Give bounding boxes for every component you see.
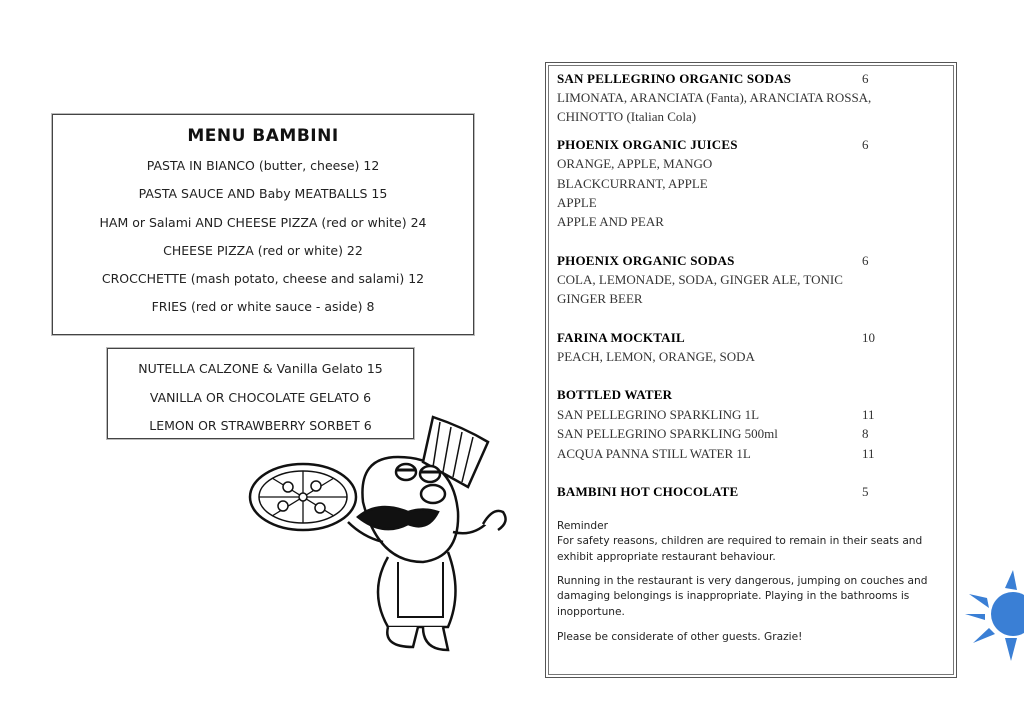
- menu-item: CROCCHETTE (mash potato, cheese and salami) 12: [101, 271, 425, 287]
- menu-item: PASTA SAUCE AND Baby MEATBALLS 15: [138, 186, 388, 202]
- drink-section-heading: SAN PELLEGRINO ORGANIC SODAS: [557, 71, 792, 86]
- menu-item: PASTA IN BIANCO (butter, cheese) 12: [146, 158, 380, 173]
- drink-line: COLA, LEMONADE, SODA, GINGER ALE, TONIC: [557, 272, 843, 287]
- kids-menu-box: [52, 114, 474, 335]
- dessert-item: LEMON OR STRAWBERRY SORBET 6: [149, 418, 372, 433]
- drink-line: CHINOTTO (Italian Cola): [557, 109, 697, 124]
- kids-menu-title: MENU BAMBINI: [187, 126, 339, 146]
- sun-disc: [991, 592, 1024, 636]
- drink-line: PEACH, LEMON, ORANGE, SODA: [557, 349, 755, 364]
- dessert-item: NUTELLA CALZONE & Vanilla Gelato 15: [138, 361, 383, 376]
- dessert-item: VANILLA OR CHOCOLATE GELATO 6: [149, 389, 372, 405]
- menu-item: CHEESE PIZZA (red or white) 22: [163, 242, 363, 258]
- drink-price: 8: [862, 426, 869, 441]
- drink-line: SAN PELLEGRINO SPARKLING 500ml: [557, 426, 778, 441]
- drink-price: 11: [862, 446, 875, 461]
- drink-line: GINGER BEER: [557, 291, 643, 306]
- drink-line: SAN PELLEGRINO SPARKLING 1L: [557, 407, 760, 422]
- drink-section-heading: PHOENIX ORGANIC SODAS: [557, 253, 735, 268]
- chef-pizza-illustration: [248, 412, 513, 657]
- menu-item: HAM or Salami AND CHEESE PIZZA (red or white) 24: [99, 214, 427, 230]
- drink-line: APPLE AND PEAR: [557, 214, 664, 229]
- drink-price: 6: [862, 71, 869, 86]
- drink-section-heading: BOTTLED WATER: [557, 387, 673, 402]
- drink-line: BLACKCURRANT, APPLE: [557, 176, 708, 191]
- drink-line: ACQUA PANNA STILL WATER 1L: [557, 446, 751, 461]
- drink-line: LIMONATA, ARANCIATA (Fanta), ARANCIATA ROSSA,: [557, 90, 872, 105]
- drink-line: ORANGE, APPLE, MANGO: [557, 156, 713, 171]
- drink-line: APPLE: [557, 195, 597, 210]
- drinks-menu-box: [545, 62, 957, 678]
- menu-item: FRIES (red or white sauce - aside) 8: [151, 299, 375, 315]
- drink-section-heading: FARINA MOCKTAIL: [557, 330, 685, 345]
- drink-section-heading: BAMBINI HOT CHOCOLATE: [557, 484, 739, 499]
- behaviour-paragraph: Running in the restaurant is very dangerous, jumping on couches and damaging belongings is inappropriate. Playing in the bathrooms is inopportune.: [557, 575, 928, 618]
- drink-price: 6: [862, 137, 869, 152]
- drink-price: 5: [862, 484, 869, 499]
- drink-price: 11: [862, 407, 875, 422]
- drink-price: 10: [862, 330, 875, 345]
- reminder-paragraph: Reminder For safety reasons, children are required to remain in their seats and exhibit appropriate restaurant behaviour.: [557, 520, 923, 563]
- drink-price: 6: [862, 253, 869, 268]
- drink-section-heading: PHOENIX ORGANIC JUICES: [557, 137, 738, 152]
- grazie-paragraph: Please be considerate of other guests. Grazie!: [557, 631, 803, 643]
- sun-icon: [965, 568, 1024, 663]
